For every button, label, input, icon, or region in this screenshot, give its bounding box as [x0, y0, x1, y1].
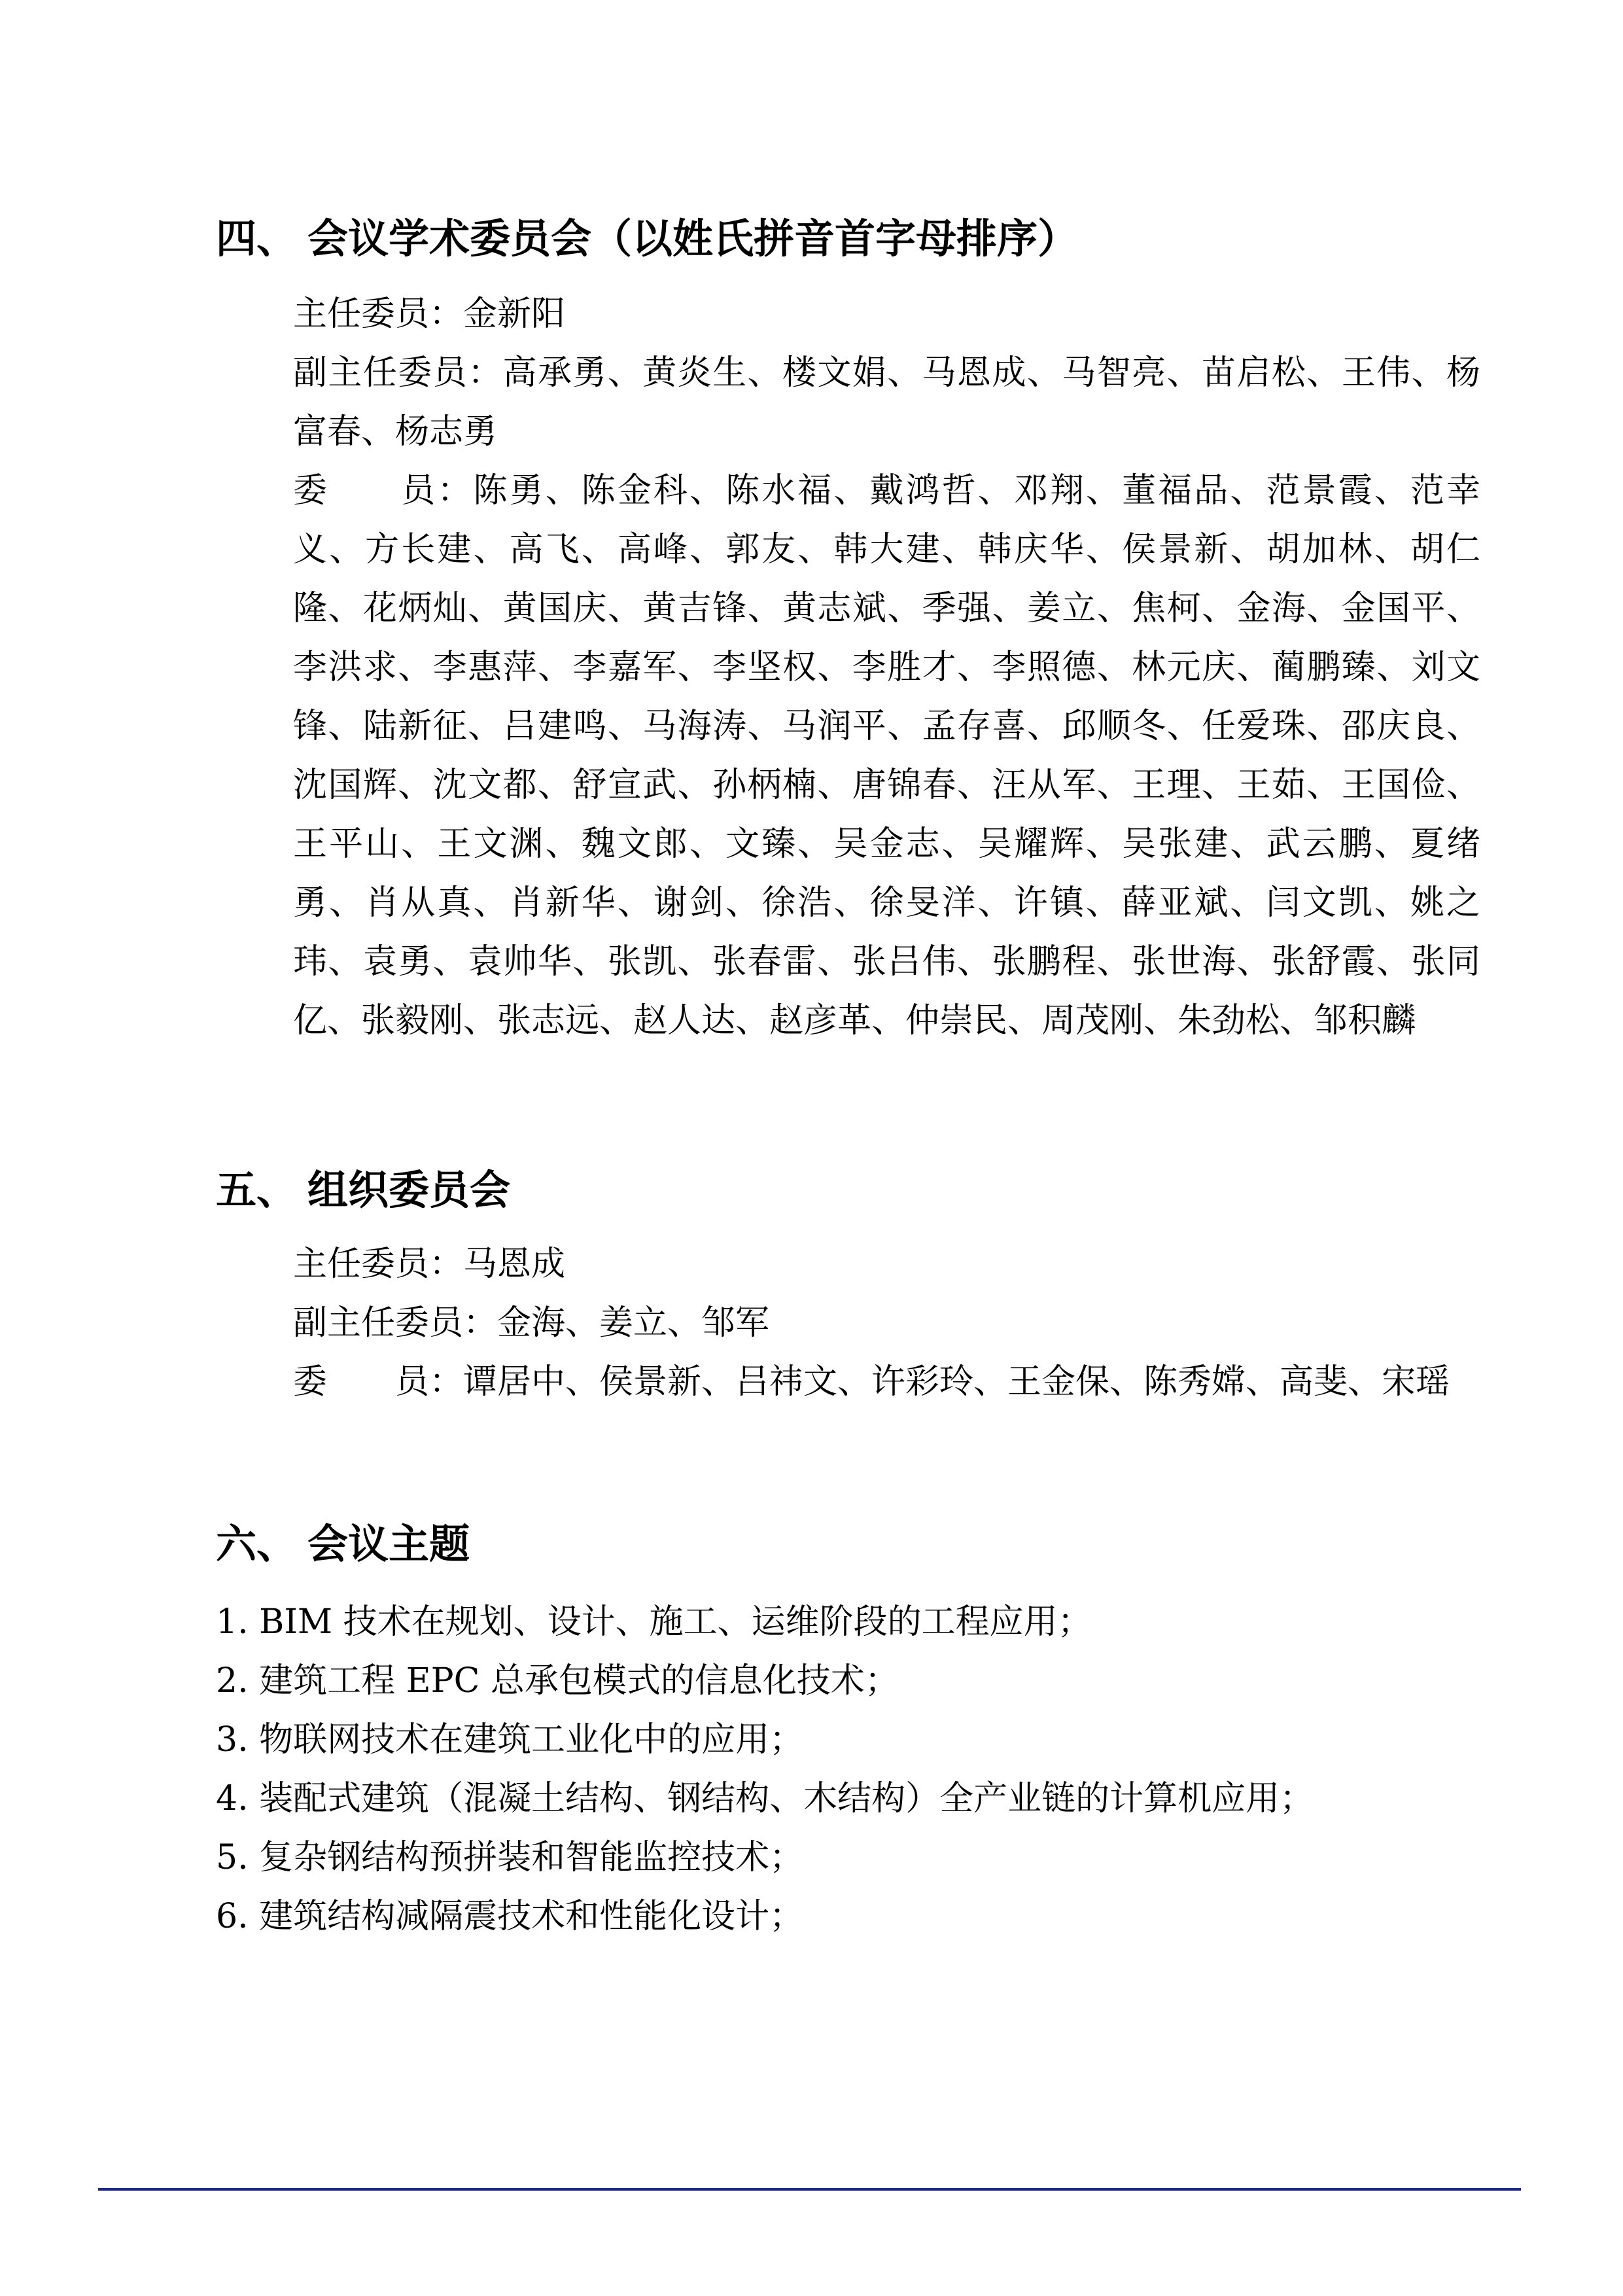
section-heading	[216, 1164, 1505, 1216]
section-title: 会议主题	[307, 1520, 470, 1568]
footer-divider	[98, 2188, 1521, 2191]
topic-item: 6. 建筑结构减隔震技术和性能化设计；	[216, 1897, 804, 1936]
committee-list	[293, 1235, 1480, 1411]
committee-members: 委 员：谭居中、侯景新、吕祎文、许彩玲、王金保、陈秀嫦、高斐、宋瑶	[293, 1362, 1450, 1402]
topic-item: 2. 建筑工程 EPC 总承包模式的信息化技术；	[216, 1661, 899, 1701]
section-organizing-committee	[216, 1164, 1505, 1411]
committee-vice-chairs: 副主任委员：金海、姜立、邹军	[293, 1303, 770, 1343]
committee-list	[293, 285, 1480, 1050]
section-heading	[216, 1518, 1505, 1570]
section-number: 四、	[216, 215, 298, 262]
section-title: 会议学术委员会（以姓氏拼音首字母排序）	[307, 215, 1079, 262]
committee-chair: 主任委员：金新阳	[293, 294, 566, 334]
section-heading	[216, 213, 1505, 265]
topic-list	[216, 1593, 1505, 1946]
committee-members: 委 员：陈勇、陈金科、陈水福、戴鸿哲、邓翔、董福品、范景霞、范幸义、方长建、高飞、高峰、郭友、韩大建、韩庆华、侯景新、胡加林、胡仁隆、花炳灿、黄国庆、黄吉锋、黄志斌、季强、姜立、焦柯、金海、金国平、李洪求、李惠萍、李嘉军、李坚权、李胜才、李照德、林元庆、蔺鹏臻、刘文锋、陆新征、吕建鸣、马海涛、马润平、孟存喜、邱顺冬、任爱珠、邵庆良、沈国辉、沈文都、舒宣武、孙柄楠、唐锦春、汪从军、王理、王茹、王国俭、王平山、王文渊、魏文郎、文臻、吴金志、吴耀辉、吴张建、武云鹏、夏绪勇、肖从真、肖新华、谢剑、徐浩、徐旻洋、许镇、薛亚斌、闫文凯、姚之玮、袁勇、袁帅华、张凯、张春雷、张吕伟、张鹏程、张世海、张舒霞、张同亿、张毅刚、张志远、赵人达、赵彦革、仲崇民、周茂刚、朱劲松、邹积麟	[293, 471, 1480, 1040]
section-number: 五、	[216, 1166, 298, 1214]
topic-item: 1. BIM 技术在规划、设计、施工、运维阶段的工程应用；	[216, 1602, 1092, 1642]
topic-item: 4. 装配式建筑（混凝土结构、钢结构、木结构）全产业链的计算机应用；	[216, 1779, 1314, 1818]
committee-vice-chairs: 副主任委员：高承勇、黄炎生、楼文娟、马恩成、马智亮、苗启松、王伟、杨富春、杨志勇	[293, 353, 1480, 451]
committee-chair: 主任委员：马恩成	[293, 1245, 566, 1284]
section-academic-committee	[216, 213, 1505, 1050]
section-title: 组织委员会	[307, 1166, 511, 1214]
topic-item: 3. 物联网技术在建筑工业化中的应用；	[216, 1720, 804, 1759]
section-conference-topics	[216, 1518, 1505, 1946]
section-number: 六、	[216, 1520, 298, 1568]
topic-item: 5. 复杂钢结构预拼装和智能监控技术；	[216, 1838, 804, 1877]
